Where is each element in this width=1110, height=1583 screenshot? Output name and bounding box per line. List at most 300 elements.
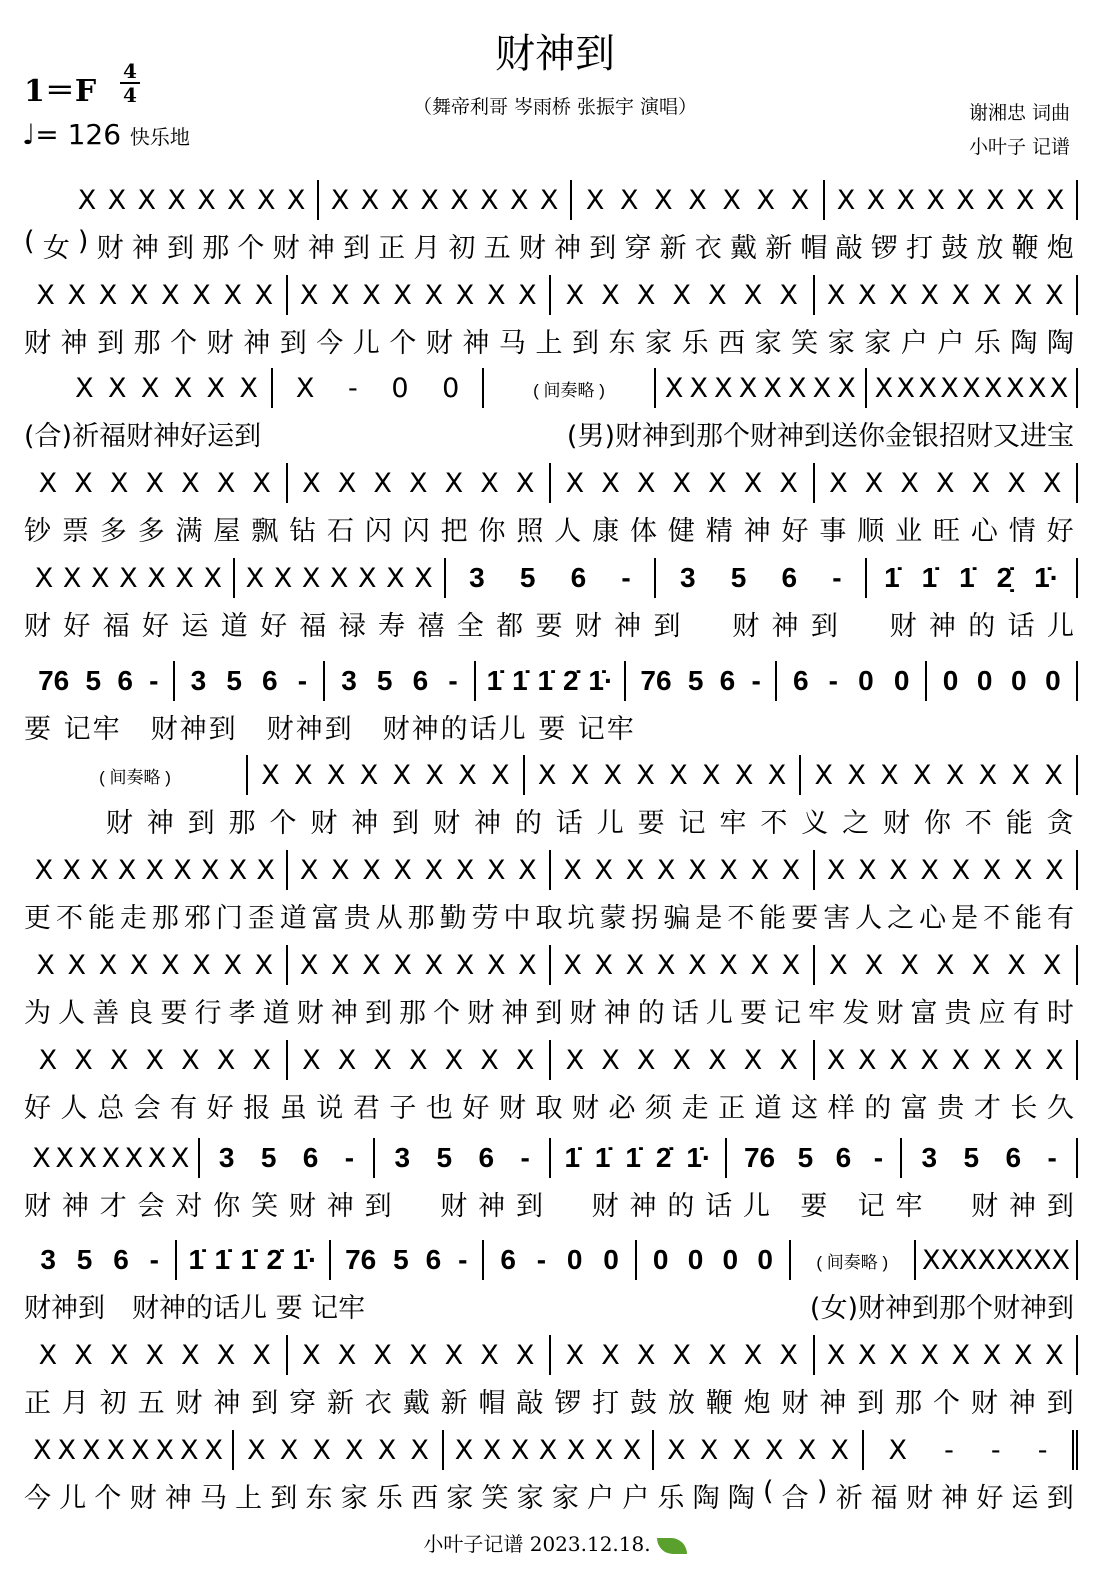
- measure: [235, 558, 446, 598]
- note: X: [601, 1339, 620, 1371]
- lyric-char: 坑: [567, 903, 595, 934]
- lyric-char: 财: [24, 611, 51, 642]
- lyric-char: 体: [630, 516, 657, 547]
- note: X: [962, 372, 981, 404]
- lyric-char: 良: [126, 998, 154, 1029]
- lyric-char: 陶: [1010, 328, 1038, 359]
- note: X: [708, 467, 727, 499]
- lyric-char: [693, 604, 720, 643]
- lyric-char: 屋: [213, 516, 241, 547]
- note: X: [101, 1142, 121, 1174]
- lyric-char: 应: [978, 998, 1006, 1029]
- note: 0: [1011, 665, 1027, 696]
- time-bottom: 4: [123, 83, 137, 107]
- note: X: [636, 1339, 656, 1371]
- note: X: [204, 1434, 223, 1466]
- note: X: [377, 1434, 397, 1466]
- lyric-char: 牢: [92, 714, 120, 745]
- lyrics-line: [24, 991, 1074, 1030]
- measure: [825, 180, 1078, 220]
- lyric-char: 东: [305, 1483, 333, 1514]
- lyric-char: 神: [629, 1191, 657, 1222]
- lyric-char: 从: [375, 903, 403, 934]
- lyric-char: 贵: [937, 1093, 965, 1124]
- note: X: [252, 1044, 271, 1076]
- note: X: [119, 562, 138, 594]
- note: X: [1013, 1044, 1033, 1076]
- lyric-char: 家: [645, 328, 673, 359]
- note: X: [1045, 1044, 1064, 1076]
- lyric-char: 初: [448, 233, 476, 264]
- lyric-char: 情: [1008, 516, 1036, 547]
- lyric-char: 神: [603, 998, 631, 1029]
- note: 5: [730, 562, 747, 593]
- lyric-char: 帽: [800, 233, 828, 264]
- lyric-char: 牢: [606, 714, 634, 745]
- note: 6: [835, 1142, 852, 1173]
- note: X: [538, 1434, 558, 1466]
- lyric-char: 财: [905, 1483, 933, 1514]
- lyric-char: 为: [24, 998, 51, 1029]
- lyric-char: 道: [220, 611, 248, 642]
- lyric-char: 要: [637, 808, 665, 839]
- note: X: [458, 759, 477, 791]
- measure: [864, 1430, 1078, 1470]
- lyric-char: 到: [324, 714, 352, 745]
- note: X: [302, 1044, 321, 1076]
- lyric-char: 财: [24, 1191, 51, 1222]
- measure: [551, 1040, 815, 1080]
- lyric-char: 女: [42, 233, 70, 264]
- note: 5: [687, 665, 704, 696]
- notation-row: [24, 1238, 1078, 1282]
- lyric-char: 多: [99, 516, 127, 547]
- measure: [654, 1430, 864, 1470]
- note: X: [299, 949, 319, 981]
- note: X: [155, 1434, 174, 1466]
- lyric-char: 顺: [857, 516, 885, 547]
- lyric-char: 要: [160, 998, 188, 1029]
- note: -: [751, 665, 761, 696]
- note: X: [636, 759, 655, 791]
- note: X: [982, 279, 1002, 311]
- note: X: [98, 279, 118, 311]
- lyric-char: 神: [131, 233, 159, 264]
- lyric-char: 那: [407, 903, 435, 934]
- lyric-char: 这: [791, 1093, 819, 1124]
- note: X: [57, 1434, 76, 1466]
- lyric-char: 义: [801, 808, 829, 839]
- lyric-char: 记: [857, 1191, 885, 1222]
- lyric-char: 到: [167, 233, 195, 264]
- lyric-char: [24, 801, 51, 840]
- note: X: [636, 1044, 656, 1076]
- lyric-char: 到: [364, 1191, 392, 1222]
- measure: [656, 558, 867, 598]
- note: X: [1045, 279, 1064, 311]
- note: -: [458, 1244, 468, 1275]
- note: X: [345, 1434, 364, 1466]
- lyric-char: 要: [535, 611, 563, 642]
- lyric-char: 到: [97, 328, 125, 359]
- note: X: [978, 759, 998, 791]
- note: X: [920, 1044, 939, 1076]
- lyric-char: 记: [774, 998, 802, 1029]
- lyric-char: 财: [971, 1191, 999, 1222]
- lyric-char: 要: [800, 1191, 828, 1222]
- note: 2̣̇: [996, 562, 1013, 593]
- lyric-char: 鞭: [1011, 233, 1039, 264]
- note: X: [252, 467, 271, 499]
- lyric-char: 财: [889, 611, 917, 642]
- note: X: [38, 1044, 58, 1076]
- note: 0: [893, 665, 910, 696]
- note: X: [515, 1339, 535, 1371]
- lyric-char: 牢: [895, 1191, 923, 1222]
- note: X: [537, 759, 557, 791]
- note: X: [719, 949, 738, 981]
- interlude-marker: ( 间奏略 ): [484, 368, 656, 408]
- note: X: [779, 1339, 798, 1371]
- measure: [867, 558, 1078, 598]
- note: X: [732, 1434, 751, 1466]
- lyric-char: 财: [440, 1191, 468, 1222]
- note: X: [129, 949, 149, 981]
- measure: [273, 368, 484, 408]
- note: X: [197, 184, 216, 216]
- note: X: [1027, 372, 1047, 404]
- note: X: [82, 1434, 101, 1466]
- lyric-char: 旺: [933, 516, 960, 547]
- note: X: [106, 1434, 125, 1466]
- lyric-char: 放: [976, 233, 1004, 264]
- note: X: [393, 279, 412, 311]
- note: X: [252, 1339, 271, 1371]
- notation-row: [24, 753, 1078, 797]
- note: 0: [391, 372, 409, 404]
- lyric-char: 正: [718, 1093, 746, 1124]
- lyrics-line: [24, 604, 1074, 643]
- note: X: [619, 184, 639, 216]
- note: 0: [976, 665, 993, 696]
- note: 5: [376, 665, 393, 696]
- note: X: [117, 854, 137, 886]
- lyric-char: 富: [910, 998, 938, 1029]
- lyric-char: 贪: [1046, 808, 1074, 839]
- lyric-char: 财: [518, 233, 546, 264]
- note: X: [38, 467, 58, 499]
- note: X: [788, 372, 807, 404]
- lyric-char: 新: [327, 1388, 354, 1419]
- note: X: [515, 1044, 535, 1076]
- lyric-char: 鼓: [630, 1388, 657, 1419]
- lyric-char: 才: [99, 1191, 127, 1222]
- note: X: [109, 467, 129, 499]
- note: X: [889, 854, 908, 886]
- lyric-char: 总: [97, 1093, 125, 1124]
- lyric-char: 的: [440, 714, 468, 745]
- note: X: [565, 467, 585, 499]
- note: X: [390, 184, 409, 216]
- note: 0: [652, 1244, 669, 1275]
- note: 6: [113, 1244, 129, 1275]
- measure: [24, 1430, 234, 1470]
- lyric-char: 到: [515, 1191, 543, 1222]
- note: X: [669, 759, 688, 791]
- lyric-char: 财: [498, 1093, 526, 1124]
- note: X: [750, 854, 769, 886]
- lyric-char: 月: [413, 233, 441, 264]
- lyric-char: 康: [592, 516, 620, 547]
- measure: [551, 275, 815, 315]
- note: X: [654, 184, 673, 216]
- lyric-char: 神: [351, 808, 379, 839]
- lyric-char: 那: [228, 808, 256, 839]
- lyric-char: ): [77, 226, 89, 257]
- lyric-char: 月: [61, 1388, 89, 1419]
- note: X: [688, 854, 707, 886]
- note: -: [347, 372, 358, 404]
- lyric-char: 神: [326, 1191, 354, 1222]
- lyrics-line: [24, 896, 1074, 935]
- note: 2̇: [655, 1142, 672, 1173]
- note: X: [719, 854, 738, 886]
- lyric-char: 心: [919, 903, 947, 934]
- lyric-char: 到: [1046, 1483, 1074, 1514]
- note: 0: [442, 372, 460, 404]
- lyric-char: 财: [288, 1191, 316, 1222]
- note: 5: [85, 665, 102, 696]
- note: X: [203, 562, 222, 594]
- tempo-mark: 快乐地: [129, 125, 190, 149]
- note: X: [781, 854, 801, 886]
- lyric-char: 那: [202, 233, 230, 264]
- measure: [288, 1040, 552, 1080]
- note: 1̇·: [292, 1244, 318, 1275]
- note: 76: [38, 665, 70, 696]
- lyric-char: 神: [462, 328, 490, 359]
- note: X: [55, 1142, 74, 1174]
- lyric-char: 劳: [471, 903, 499, 934]
- note: X: [858, 1339, 877, 1371]
- measure: [288, 463, 552, 503]
- lyric-char: 户: [587, 1483, 614, 1514]
- lyric-char: 是: [951, 903, 979, 934]
- note: X: [373, 467, 392, 499]
- measure: [248, 755, 525, 795]
- note: X: [1045, 184, 1065, 216]
- notation-row: [24, 1428, 1078, 1472]
- lyric-char: 那: [399, 998, 427, 1029]
- note: X: [922, 1244, 941, 1276]
- lyric-char: 衣: [694, 233, 722, 264]
- lyric-char: 敲: [835, 233, 863, 264]
- note: X: [131, 1434, 150, 1466]
- lyric-char: 户: [937, 328, 965, 359]
- lyric-char: 业: [895, 516, 923, 547]
- lyric-char: 陶: [692, 1483, 720, 1514]
- note: -: [448, 665, 458, 696]
- note: X: [826, 1339, 846, 1371]
- note: X: [261, 759, 280, 791]
- note: X: [708, 1044, 727, 1076]
- note: X: [1013, 279, 1033, 311]
- note: 0: [757, 1244, 773, 1275]
- lyric-char: 五: [137, 1388, 165, 1419]
- lyric-char: 财: [781, 1388, 809, 1419]
- lyric-char: 财: [433, 808, 461, 839]
- lyric-char: 好: [976, 1483, 1004, 1514]
- note: 6: [117, 665, 133, 696]
- note: X: [971, 467, 991, 499]
- lyric-char: 到: [187, 808, 215, 839]
- measure: [916, 1240, 1078, 1280]
- lyric-char: 须: [645, 1093, 673, 1124]
- lyric-char: 照: [516, 516, 544, 547]
- note: X: [170, 1142, 190, 1174]
- note: X: [486, 949, 506, 981]
- lyrics-line: [24, 707, 1074, 746]
- lyric-char: 发: [842, 998, 870, 1029]
- key-signature: 1＝F: [24, 74, 97, 109]
- lyric-char: 儿: [352, 328, 380, 359]
- note: X: [359, 759, 379, 791]
- lyric-char: 人: [554, 516, 582, 547]
- note: X: [228, 854, 248, 886]
- note: 6: [500, 1244, 516, 1275]
- lyric-char: 不: [760, 808, 788, 839]
- note: 0: [566, 1244, 583, 1275]
- lyric-char: 好: [142, 611, 170, 642]
- lyric-char: [567, 707, 576, 746]
- lyric-char: 取: [535, 903, 563, 934]
- lyric-char: 勤: [439, 903, 467, 934]
- lyric-char: 要: [791, 903, 819, 934]
- lyric-char: 子: [389, 1093, 417, 1124]
- lyric-char: 神: [164, 1483, 192, 1514]
- lyric-char: 神: [478, 1191, 506, 1222]
- note: X: [424, 854, 444, 886]
- lyric-char: 神: [743, 516, 771, 547]
- note: X: [410, 1434, 429, 1466]
- note: X: [137, 184, 156, 216]
- lyric-char: 全: [456, 611, 484, 642]
- note: X: [373, 1044, 392, 1076]
- note: X: [32, 1142, 51, 1174]
- lyric-char: 到: [251, 1388, 279, 1419]
- note: X: [1045, 1339, 1064, 1371]
- note: X: [124, 1142, 144, 1174]
- song-title: 财神到: [495, 31, 615, 77]
- lyric-char: [122, 707, 149, 746]
- note: X: [216, 1044, 236, 1076]
- note: X: [295, 372, 315, 404]
- lyric-char: 鞭: [705, 1388, 733, 1419]
- lyric-char: 人: [855, 903, 883, 934]
- lyric-char: 的: [637, 998, 665, 1029]
- note: X: [636, 279, 656, 311]
- note: X: [765, 1434, 784, 1466]
- note: -: [873, 1142, 884, 1173]
- note: 1̇: [214, 1244, 231, 1275]
- note: X: [90, 854, 109, 886]
- note: 1̇: [959, 562, 975, 593]
- lyric-char: (: [24, 226, 35, 257]
- lyric-char: [53, 707, 62, 746]
- footer: [0, 1528, 1110, 1557]
- lyric-char: 你: [213, 1191, 241, 1222]
- measure: [656, 368, 867, 408]
- note: X: [672, 1044, 691, 1076]
- lyric-char: [528, 707, 537, 746]
- note: X: [689, 372, 709, 404]
- lyric-char: 话: [555, 808, 583, 839]
- note: 6: [1005, 1142, 1022, 1173]
- lyric-char: 笑: [791, 328, 819, 359]
- lyric-char: 道: [754, 1093, 782, 1124]
- lyric-char: 儿: [596, 808, 624, 839]
- lyric-char: 能: [1005, 808, 1033, 839]
- note: X: [935, 949, 955, 981]
- note: X: [167, 184, 186, 216]
- note: X: [1042, 467, 1062, 499]
- note: X: [790, 184, 810, 216]
- lyric-char: 时: [1046, 998, 1074, 1029]
- note: X: [826, 279, 846, 311]
- lyric-char: 敲: [516, 1388, 544, 1419]
- lyric-char: 个: [237, 233, 265, 264]
- measure: [867, 368, 1078, 408]
- lyric-char: 到: [208, 714, 236, 745]
- note: X: [918, 372, 937, 404]
- note: X: [181, 467, 200, 499]
- notation-row: [24, 461, 1078, 505]
- note: -: [832, 562, 842, 593]
- note: X: [482, 1434, 502, 1466]
- note: 3: [341, 665, 357, 696]
- note: 0: [1045, 665, 1061, 696]
- note: X: [329, 562, 349, 594]
- lyric-char: 不: [727, 903, 755, 934]
- lyric-char: 神: [295, 714, 323, 745]
- lyrics-line: [24, 226, 1074, 265]
- note: X: [940, 1244, 960, 1276]
- lyric-char: 更: [24, 903, 51, 934]
- note: X: [145, 1044, 164, 1076]
- lyric-char: 走: [119, 903, 147, 934]
- lyric-char: 财: [96, 233, 124, 264]
- note: X: [147, 562, 166, 594]
- note: X: [539, 184, 559, 216]
- lyric-char: 上: [235, 1483, 263, 1514]
- note: X: [108, 372, 127, 404]
- note: X: [594, 949, 614, 981]
- lyric-char: 长: [1010, 1093, 1038, 1124]
- note: X: [836, 184, 856, 216]
- lyric-char: 牢: [808, 998, 836, 1029]
- measure: [24, 1138, 200, 1178]
- note: X: [779, 467, 798, 499]
- measure: [551, 1138, 727, 1178]
- note: X: [743, 279, 763, 311]
- lyric-char: 锣: [870, 233, 898, 264]
- note: X: [161, 949, 180, 981]
- note: 2̇: [266, 1244, 283, 1275]
- note: X: [362, 949, 381, 981]
- note: X: [864, 949, 884, 981]
- note: X: [192, 949, 211, 981]
- note: X: [699, 1434, 719, 1466]
